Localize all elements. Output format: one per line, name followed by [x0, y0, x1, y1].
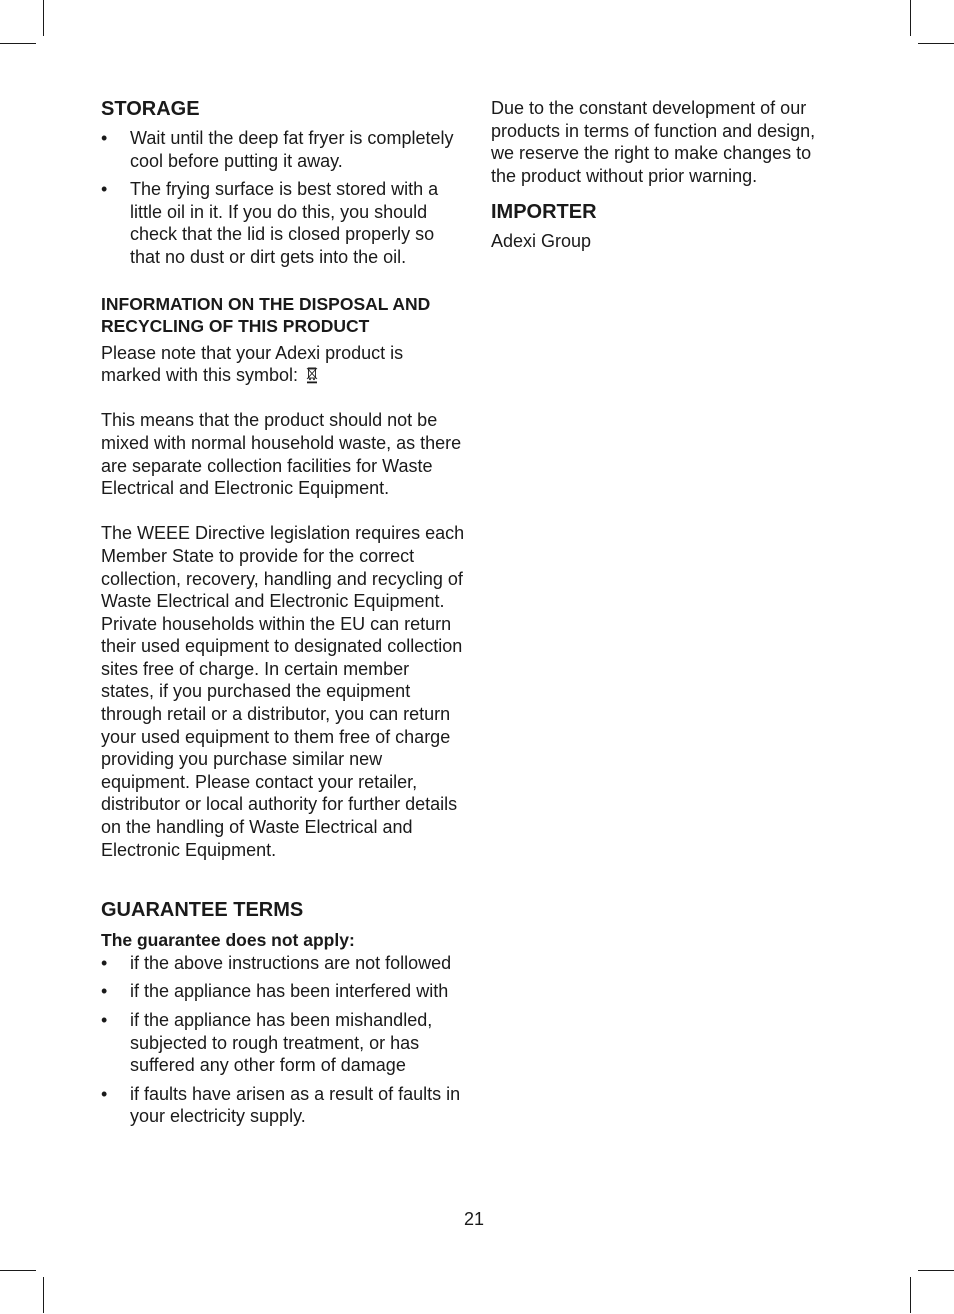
- importer-name: Adexi Group: [491, 231, 592, 252]
- list-item: • if faults have arisen as a result of faults in your electricity supply.: [101, 1083, 466, 1128]
- list-item: • Wait until the deep fat fryer is completely cool before putting it away.: [101, 127, 466, 172]
- disposal-intro: [101, 342, 466, 387]
- guarantee-section: [101, 898, 466, 1128]
- crop-mark: [0, 1270, 36, 1271]
- disposal-intro-text: Please note that your Adexi product is marked with this symbol:: [101, 342, 404, 386]
- crossed-out-wheelie-bin-icon: [305, 365, 319, 384]
- guarantee-subheading: The guarantee does not apply:: [101, 930, 355, 951]
- disposal-paragraph-2: The WEEE Directive legislation requires each Member State to provide for the correct collection, recovery, handling and recycling of Waste Electrical and Electronic Equipment. Private households within the EU can return their used equipment to designated collection sites free of charge. In certain member states, if you purchased the equipment through retail or a distributor, you can return your used equipment to them free of charge providing you purchase similar new equipment. Please contact your retailer, distributor or local authority for further details on the handling of Waste Electrical and Electronic Equipment.: [101, 523, 465, 860]
- importer-heading: IMPORTER: [491, 201, 597, 224]
- guarantee-heading: GUARANTEE TERMS: [101, 899, 304, 922]
- left-column: [101, 97, 466, 1134]
- storage-list: [101, 127, 466, 269]
- disposal-paragraph-1: This means that the product should not be mixed with normal household waste, as there are separate collection facilities for Waste Electrical and Electronic Equipment.: [101, 410, 462, 499]
- right-column: [491, 97, 841, 253]
- importer-section: [491, 200, 841, 253]
- disposal-section: [101, 293, 466, 862]
- guarantee-list: [101, 952, 466, 1128]
- crop-mark: [910, 0, 911, 36]
- crop-mark: [0, 43, 36, 44]
- disposal-heading-line2: RECYCLING OF THIS PRODUCT: [101, 316, 370, 337]
- crop-mark: [918, 1270, 954, 1271]
- list-item: • if the appliance has been interfered with: [101, 980, 466, 1003]
- development-notice: Due to the constant development of our products in terms of function and design, we reserve the right to make changes to the product without prior warning.: [491, 98, 816, 186]
- disposal-heading-line1: INFORMATION ON THE DISPOSAL AND: [101, 293, 431, 314]
- disposal-heading: [101, 293, 466, 338]
- list-item: • if the appliance has been mishandled, subjected to rough treatment, or has suffered any other form of damage: [101, 1009, 466, 1077]
- list-item: • if the above instructions are not followed: [101, 952, 466, 975]
- storage-section: [101, 97, 466, 269]
- page-number: 21: [463, 1209, 485, 1229]
- storage-heading: STORAGE: [101, 98, 200, 120]
- crop-mark: [43, 0, 44, 36]
- crop-mark: [43, 1277, 44, 1313]
- crop-mark: [918, 43, 954, 44]
- list-item: • The frying surface is best stored with a little oil in it. If you do this, you should check that the lid is closed properly so that no dust or dirt gets into the oil.: [101, 178, 466, 268]
- crop-mark: [910, 1277, 911, 1313]
